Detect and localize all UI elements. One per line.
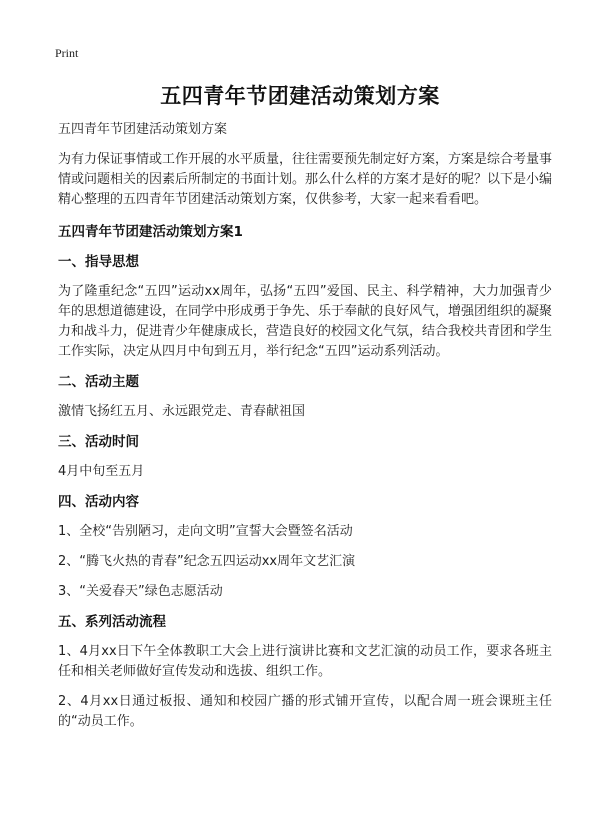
section-3-text: 4月中旬至五月 — [58, 464, 145, 479]
section-2-heading: 二、活动主题 — [58, 374, 139, 390]
section-5-item: 2、4月xx日通过板报、通知和校园广播的形式铺开宣传，以配合周一班会课班主任的“动员工作。 — [58, 694, 552, 729]
section-4-item: 2、“腾飞火热的青春”纪念五四运动xx周年文艺汇演 — [58, 554, 356, 569]
document-body — [58, 120, 552, 742]
section-5-heading: 五、系列活动流程 — [58, 614, 166, 630]
section-4-item: 3、“关爱春天”绿色志愿活动 — [58, 584, 223, 599]
section-4-item: 1、全校“告别陋习，走向文明”宣誓大会暨签名活动 — [58, 524, 353, 539]
section-1-heading: 一、指导思想 — [58, 254, 139, 270]
section-5-item: 1、4月xx日下午全体教职工大会上进行演讲比赛和文艺汇演的动员工作，要求各班主任和相关老师做好宣传发动和选拔、组织工作。 — [58, 644, 552, 679]
document-subtitle: 五四青年节团建活动策划方案 — [58, 122, 228, 137]
section-4-heading: 四、活动内容 — [58, 494, 139, 510]
print-link[interactable]: Print — [55, 46, 79, 60]
section-2-text: 激情飞扬红五月、永远跟党走、青春献祖国 — [58, 404, 306, 419]
intro-paragraph: 为有力保证事情或工作开展的水平质量，往往需要预先制定好方案，方案是综合考量事情或问题相关的因素后所制定的书面计划。那么什么样的方案才是好的呢？以下是小编精心整理的五四青年节团建活动策划方案，仅供参考，大家一起来看看吧。 — [58, 152, 553, 207]
plan-heading: 五四青年节团建活动策划方案1 — [58, 224, 243, 240]
document-title: 五四青年节团建活动策划方案 — [160, 84, 440, 108]
section-1-text: 为了隆重纪念“五四”运动xx周年，弘扬“五四”爱国、民主、科学精神，大力加强青少年的思想道德建设，在同学中形成勇于争先、乐于奉献的良好风气，增强团组织的凝聚力和战斗力，促进青少年健康成长，营造良好的校园文化气氛，结合我校共青团和学生工作实际，决定从四月中旬到五月，举行纪念“五四”运动系列活动。 — [58, 284, 553, 359]
section-3-heading: 三、活动时间 — [58, 434, 139, 450]
